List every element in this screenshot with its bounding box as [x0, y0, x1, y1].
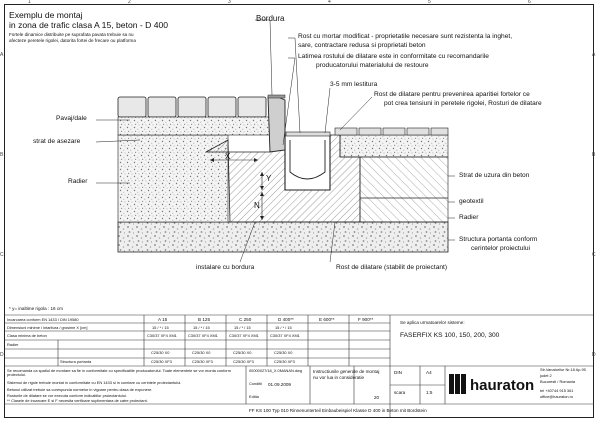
ruler-side-d: D [0, 352, 4, 358]
din-label: DIN [394, 370, 402, 375]
title-note-2: afecteze peretele rigolei, datorita fortei de frecare ou platforma [9, 38, 136, 43]
concrete3-a15: C25/30 XF3 [151, 359, 172, 364]
note-5: ** Clasele de incarcare E si F necesita verificare suplimentara de catre proiectant. [7, 398, 148, 403]
ruler-top-4: 4 [328, 0, 331, 5]
label-geotextil: geotextil [459, 198, 484, 205]
note-4: Rosturile de dilatare se vor executa conform indicatiilor proiectantului. [7, 393, 127, 398]
label-lestitura: 3-5 mm lestitura [330, 81, 378, 88]
concrete3-d400: C25/30 XF3 [274, 359, 295, 364]
scale-value: 1:5 [426, 390, 433, 395]
label-strat-asezare: strat de asezare [33, 138, 81, 145]
ruler-top-1: 1 [28, 0, 31, 5]
ruler-side-d-right: D [592, 352, 596, 358]
label-structura-1: Structura portanta conform [459, 236, 538, 243]
concrete2-d400: C25/30 X0 [274, 350, 293, 355]
applies-title: Se aplica urmatoarelor sisteme: [400, 320, 465, 325]
note-1: Se recomanda ca spatiul de montare sa fie in conformitate cu specificatiile producatorului. Toate elementele se vor monta conform proiectului. [7, 368, 231, 378]
class-e600: E 600** [319, 317, 335, 322]
dim-n: N [254, 201, 260, 210]
ruler-side-b: B [0, 152, 4, 158]
label-rostdil-1: Rost de dilatare pentru prevenirea aparitiei fortelor ce [374, 91, 530, 98]
dims-b125: 15 / * / 15 [193, 325, 210, 330]
drawing-number: 00000027/18_X.0MANAN.dwg [249, 368, 302, 373]
desc-2: nu vor lua in consideratie [313, 375, 365, 380]
label-latimea-1: Latimea rostului de dilatare este in conformitate cu recomandarile [298, 53, 489, 60]
ruler-side-a-right: A [592, 52, 596, 58]
dim-x: X [225, 152, 231, 161]
address-3: Bucuresti / Romania [540, 379, 576, 384]
class-d400: D 400** [278, 317, 294, 322]
concrete2-c250: C25/30 X0 [233, 350, 252, 355]
note-2: Sistemul de rigole trebuie montat in conformitate cu EN 1433 si in corelare cu cerintele proiectantului. [7, 380, 182, 385]
email: office@hauraton.ro [540, 394, 574, 399]
footnote: * y= inaltime rigola : 16 cm [9, 306, 63, 311]
concrete1-b125: C30/37 XF4 XM1 [188, 333, 218, 338]
label-rost-1: Rost cu mortar modificat - proprietatile necesare sunt rezistenta la inghet, [298, 33, 513, 40]
label-rostdil-2: pot crea tensiuni in peretele rigolei, Rosturi de dilatare [384, 100, 542, 107]
label-rost-stabilit: Rost de dilatare (stabilit de proiectant) [336, 264, 448, 271]
label-radier-right: Radier [459, 214, 479, 221]
desc-1: Instructiunile generale de montaj [313, 369, 380, 374]
class-f900: F 900** [358, 317, 374, 322]
label-bordura: Bordura [256, 14, 285, 23]
concrete1-c250: C30/37 XF4 XM1 [229, 333, 259, 338]
edition-label: Editia [249, 394, 259, 399]
title-note-1: Fortele dinamice distribuite pe suprafata pavata trebuie sa nu [9, 32, 134, 37]
dim-y: Y [266, 174, 272, 183]
concrete2-b125: C25/30 X0 [192, 350, 211, 355]
scale-label: scara [394, 390, 406, 395]
concrete3-c250: C25/30 XF3 [233, 359, 254, 364]
title-line-2: in zona de trafic clasa A 15, beton - D 400 [9, 20, 169, 30]
ruler-top-3: 3 [228, 0, 231, 5]
label-strat-uzura: Strat de uzura din beton [459, 172, 530, 179]
concrete2-a15: C25/30 X0 [151, 350, 170, 355]
table-row-dims: Dimensiuni minime / intaritura / grosime X [cm] [7, 325, 88, 330]
class-b125: B 125 [198, 317, 211, 322]
table-row-header: Incarcarea conform EN 1433 / DIN 19580 [7, 317, 79, 322]
date-label: Conditii [249, 381, 262, 386]
company-name: hauraton [470, 377, 535, 394]
concrete3-b125: C25/30 XF3 [192, 359, 213, 364]
label-rost-2: sare, contractare redusa si proprietati beton [298, 42, 426, 49]
ruler-top-5: 5 [428, 0, 431, 5]
class-c250: C 250 [239, 317, 252, 322]
applies-systems: FASERFIX KS 100, 150, 200, 300 [400, 332, 500, 339]
hauraton-logo-icon [449, 370, 539, 398]
dims-c250: 15 / * / 15 [234, 325, 251, 330]
note-3: Betonul utilizat trebuie sa corespunda normelor in vigoare pentru clasa de expunere. [7, 387, 153, 392]
table-row-concrete: Clasa minima de beton [7, 333, 47, 338]
label-structura-2: cerintelor proiectului [471, 245, 531, 252]
label-radier-left: Radier [68, 178, 88, 185]
concrete1-d400: C30/37 XF4 XM1 [270, 333, 300, 338]
telephone: tel +40744 915 361 [540, 388, 574, 393]
class-a15: A 15 [158, 317, 168, 322]
concrete1-a15: C30/37 XF4 XM1 [147, 333, 177, 338]
title-line-1: Exemplu de montaj [9, 10, 83, 20]
din-value: A4 [426, 370, 432, 375]
ruler-side-a: A [0, 52, 4, 58]
ruler-side-c: C [0, 252, 4, 258]
label-latimea-2: producatorului materialului de restoure [316, 62, 429, 69]
label-instalare: instalare cu bordura [196, 264, 255, 271]
ruler-side-c-right: C [592, 252, 596, 258]
table-row-radier: Radier [7, 342, 19, 347]
address-1: Str.Vanatorilor Nr.18 Ap.95 [540, 367, 586, 372]
date-value: 01.09.2009 [268, 382, 291, 387]
ruler-side-b-right: B [592, 152, 596, 158]
page-number: 20 [374, 395, 380, 400]
ruler-top-2: 2 [128, 0, 131, 5]
dims-a15: 15 / * / 15 [152, 325, 169, 330]
table-row-struct: Structura portanta [60, 359, 92, 364]
dims-d400: 15 / * / 15 [275, 325, 292, 330]
ruler-top-6: 6 [528, 0, 531, 5]
label-pavaj: Pavaj/dale [56, 115, 87, 122]
footer-text: FF KS 100 Typ 010 Rinnenunterteil Einbaubeispiel Klasse D 400 in Beton mit Bordstein [249, 408, 427, 413]
address-2: judet 2 [540, 373, 552, 378]
